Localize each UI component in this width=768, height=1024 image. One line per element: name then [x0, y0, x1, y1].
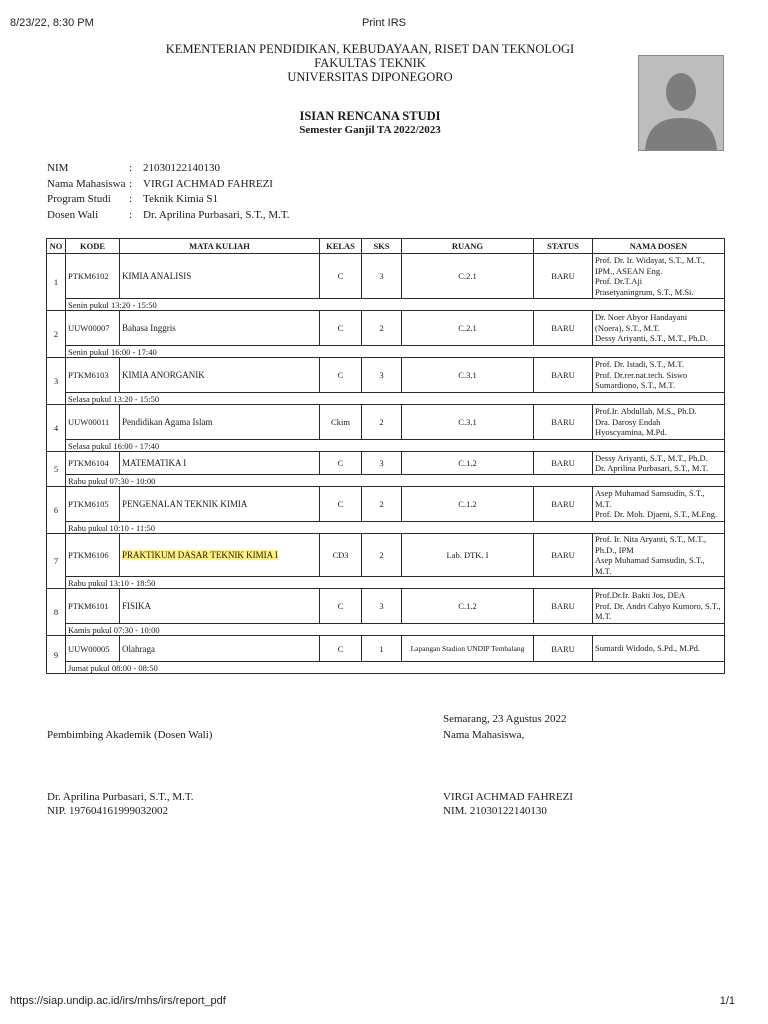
course-class: Ckim	[320, 405, 362, 440]
table-row	[47, 311, 725, 346]
course-room: C.3.1	[402, 358, 534, 393]
colon: :	[129, 193, 133, 205]
course-name: KIMIA ANORGANIK	[120, 358, 320, 393]
table-header-row	[47, 239, 725, 254]
lecturer-line: Dr. Aprilina Purbasari, S.T., M.T.	[595, 463, 709, 473]
course-lecturers	[593, 358, 725, 393]
course-credits: 3	[362, 589, 402, 624]
colon: :	[129, 208, 133, 221]
course-name: Bahasa Inggris	[120, 311, 320, 346]
lecturer-line: Sumardiono, S.T., M.T.	[595, 380, 675, 391]
course-name: KIMIA ANALISIS	[120, 254, 320, 299]
student-signature-name: VIRGI ACHMAD FAHREZI	[443, 791, 573, 803]
info-row-advisor	[47, 209, 290, 225]
schedule-row	[47, 346, 725, 358]
lecturer-line: Asep Muhamad Samsudin, S.T.,	[595, 555, 705, 565]
lecturer-line: Sumardi Widodo, S.Pd., M.Pd.	[595, 643, 701, 654]
course-status: BARU	[534, 636, 593, 662]
course-no: 6	[47, 487, 66, 534]
info-row-name	[47, 178, 290, 194]
course-no: 1	[47, 254, 66, 311]
course-name: Olahraga	[120, 636, 320, 662]
info-row-nim	[47, 162, 290, 178]
schedule-row	[47, 440, 725, 452]
course-schedule: Senin pukul 13:20 - 15:50	[66, 299, 725, 311]
course-no: 7	[47, 534, 66, 589]
lecturer-line: Hyoscyamina, M.Pd.	[595, 427, 667, 438]
table-row	[47, 405, 725, 440]
lecturer-line: (Noera), S.T., M.T.	[595, 322, 660, 333]
course-no: 2	[47, 311, 66, 358]
course-no: 3	[47, 358, 66, 405]
course-code: UUW00005	[66, 636, 120, 662]
course-class: C	[320, 254, 362, 299]
schedule-row	[47, 522, 725, 534]
info-row-program	[47, 193, 290, 209]
table-row	[47, 254, 725, 299]
course-lecturers	[593, 589, 725, 624]
course-room: C.1.2	[402, 487, 534, 522]
lecturer-line: Prof. Dr. Istadi, S.T., M.T.	[595, 359, 684, 370]
header-kelas: KELAS	[320, 239, 362, 254]
schedule-row	[47, 299, 725, 311]
course-credits: 3	[362, 254, 402, 299]
header-sks: SKS	[362, 239, 402, 254]
course-table-body	[47, 254, 725, 674]
course-lecturers	[593, 405, 725, 440]
student-info	[47, 162, 290, 224]
course-room: Lapangan Stadion UNDIP Tembalang	[402, 636, 534, 662]
course-code: PTKM6102	[66, 254, 120, 299]
header-nama-dosen: NAMA DOSEN	[593, 239, 725, 254]
course-lecturers	[593, 452, 725, 475]
lecturer-line: Prof.Dr.Ir. Bakti Jos, DEA	[595, 590, 685, 601]
course-schedule: Rabu pukul 10:10 - 11:50	[66, 522, 725, 534]
advisor-nip: NIP. 197604161999032002	[47, 805, 169, 817]
place-date: Semarang, 23 Agustus 2022	[443, 713, 567, 725]
lecturer-line: IPM., ASEAN Eng.	[595, 265, 663, 276]
course-class: C	[320, 487, 362, 522]
course-code: UUW00011	[66, 405, 120, 440]
course-room: Lab. DTK. I	[402, 534, 534, 577]
lecturer-line: M.T.	[595, 611, 612, 622]
name-label: Nama Mahasiswa	[47, 177, 126, 190]
course-status: BARU	[534, 452, 593, 475]
course-status: BARU	[534, 311, 593, 346]
print-datetime: 8/23/22, 8:30 PM	[10, 17, 94, 29]
course-code: PTKM6101	[66, 589, 120, 624]
lecturer-line: Asep Muhamad Samsudin, S.T.,	[595, 488, 705, 499]
document-subtitle: Semester Ganjil TA 2022/2023	[299, 124, 441, 136]
course-no: 9	[47, 636, 66, 674]
course-class: CD3	[320, 534, 362, 577]
course-name: PENGENALAN TEKNIK KIMIA	[120, 487, 320, 522]
course-status: BARU	[534, 358, 593, 393]
course-class: C	[320, 358, 362, 393]
nim-value: 21030122140130	[143, 162, 220, 174]
course-no: 4	[47, 405, 66, 452]
document-titles	[120, 109, 620, 137]
course-schedule: Jumat pukul 08:00 - 08:50	[66, 662, 725, 674]
course-class: C	[320, 452, 362, 475]
nim-label: NIM	[47, 162, 69, 174]
print-page-count: 1/1	[719, 995, 735, 1007]
advisor-value: Dr. Aprilina Purbasari, S.T., M.T.	[143, 208, 290, 221]
lecturer-line: Prof. Dr.T.Aji	[595, 276, 643, 286]
header-mata-kuliah: MATA KULIAH	[120, 239, 320, 254]
highlighted-course-name: PRAKTIKUM DASAR TEKNIK KIMIA I	[122, 550, 278, 560]
course-schedule: Kamis pukul 07:30 - 10:00	[66, 624, 725, 636]
course-room: C.3.1	[402, 405, 534, 440]
lecturer-line: Prof. Ir. Nita Aryanti, S.T., M.T.,	[595, 534, 707, 544]
course-schedule: Selasa pukul 13:20 - 15:50	[66, 393, 725, 405]
lecturer-line: Prasetyaningrum, S.T., M.Si.	[595, 286, 694, 297]
course-name: Pendidikan Agama Islam	[120, 405, 320, 440]
course-credits: 3	[362, 452, 402, 475]
institution-faculty: FAKULTAS TEKNIK	[314, 56, 426, 70]
advisor-label: Dosen Wali	[47, 208, 99, 221]
course-status: BARU	[534, 534, 593, 577]
course-credits: 2	[362, 405, 402, 440]
course-code: PTKM6104	[66, 452, 120, 475]
schedule-row	[47, 662, 725, 674]
course-lecturers	[593, 487, 725, 522]
course-code: PTKM6106	[66, 534, 120, 577]
lecturer-line: M.T.	[595, 498, 612, 509]
schedule-row	[47, 624, 725, 636]
table-row	[47, 452, 725, 475]
header-ruang: RUANG	[402, 239, 534, 254]
course-schedule: Rabu pukul 07:30 - 10:00	[66, 475, 725, 487]
person-silhouette-icon	[639, 56, 723, 150]
lecturer-line: Dra. Darosy Endah	[595, 416, 661, 427]
table-row	[47, 487, 725, 522]
course-code: PTKM6105	[66, 487, 120, 522]
colon: :	[129, 162, 133, 174]
course-code: PTKM6103	[66, 358, 120, 393]
print-url: https://siap.undip.ac.id/irs/mhs/irs/report_pdf	[10, 995, 226, 1007]
student-role: Nama Mahasiswa,	[443, 729, 525, 741]
lecturer-line: Prof. Dr. Moh. Djaeni, S.T., M.Eng.	[595, 509, 718, 520]
header-status: STATUS	[534, 239, 593, 254]
course-credits: 2	[362, 311, 402, 346]
course-no: 8	[47, 589, 66, 636]
course-credits: 2	[362, 534, 402, 577]
course-room: C.2.1	[402, 254, 534, 299]
advisor-signature-name: Dr. Aprilina Purbasari, S.T., M.T.	[47, 791, 194, 803]
course-code: UUW00007	[66, 311, 120, 346]
advisor-role: Pembimbing Akademik (Dosen Wali)	[47, 729, 213, 741]
course-no: 5	[47, 452, 66, 487]
course-name: MATEMATIKA I	[120, 452, 320, 475]
course-room: C.2.1	[402, 311, 534, 346]
course-lecturers	[593, 254, 725, 299]
course-room: C.1.2	[402, 452, 534, 475]
program-label: Program Studi	[47, 193, 111, 205]
course-table	[46, 238, 725, 674]
course-status: BARU	[534, 487, 593, 522]
schedule-row	[47, 577, 725, 589]
table-row	[47, 589, 725, 624]
institution-university: UNIVERSITAS DIPONEGORO	[287, 70, 453, 84]
course-class: C	[320, 636, 362, 662]
document-title: ISIAN RENCANA STUDI	[299, 109, 441, 123]
lecturer-line: Prof. Dr.rer.nat.tech. Siswo	[595, 369, 688, 380]
colon: :	[129, 177, 133, 190]
student-nim-footer: NIM. 21030122140130	[443, 805, 547, 817]
course-schedule: Selasa pukul 16:00 - 17:40	[66, 440, 725, 452]
course-credits: 3	[362, 358, 402, 393]
course-credits: 1	[362, 636, 402, 662]
name-value: VIRGI ACHMAD FAHREZI	[143, 177, 273, 190]
lecturer-line: Dessy Ariyanti, S.T., M.T., Ph.D.	[595, 452, 708, 463]
course-lecturers	[593, 534, 725, 577]
lecturer-line: Dr. Noer Abyor Handayani	[595, 312, 688, 323]
institution-header	[120, 42, 620, 84]
course-class: C	[320, 311, 362, 346]
lecturer-line: Prof.Ir. Abdullah, M.S., Ph.D.	[595, 406, 697, 417]
lecturer-line: M.T.	[595, 565, 612, 576]
institution-ministry: KEMENTERIAN PENDIDIKAN, KEBUDAYAAN, RISET DAN TEKNOLOGI	[165, 42, 575, 56]
course-lecturers	[593, 636, 725, 662]
student-photo	[638, 55, 724, 151]
course-status: BARU	[534, 589, 593, 624]
schedule-row	[47, 475, 725, 487]
table-row	[47, 534, 725, 577]
lecturer-line: Dessy Ariyanti, S.T., M.T., Ph.D.	[595, 333, 708, 344]
course-class: C	[320, 589, 362, 624]
lecturer-line: Prof. Dr. Andri Cahyo Kumoro, S.T.,	[595, 600, 721, 611]
print-title: Print IRS	[361, 17, 407, 29]
course-status: BARU	[534, 254, 593, 299]
course-credits: 2	[362, 487, 402, 522]
course-name: FISIKA	[120, 589, 320, 624]
table-row	[47, 358, 725, 393]
course-lecturers	[593, 311, 725, 346]
program-value: Teknik Kimia S1	[143, 193, 219, 205]
header-no: NO	[47, 239, 66, 254]
lecturer-line: Ph.D., IPM	[595, 544, 634, 555]
course-schedule: Rabu pukul 13:10 - 18:50	[66, 577, 725, 589]
course-room: C.1.2	[402, 589, 534, 624]
table-row	[47, 636, 725, 662]
course-name	[120, 534, 320, 577]
course-status: BARU	[534, 405, 593, 440]
header-kode: KODE	[66, 239, 120, 254]
course-schedule: Senin pukul 16:00 - 17:40	[66, 346, 725, 358]
lecturer-line: Prof. Dr. Ir. Widayat, S.T., M.T.,	[595, 255, 705, 265]
schedule-row	[47, 393, 725, 405]
